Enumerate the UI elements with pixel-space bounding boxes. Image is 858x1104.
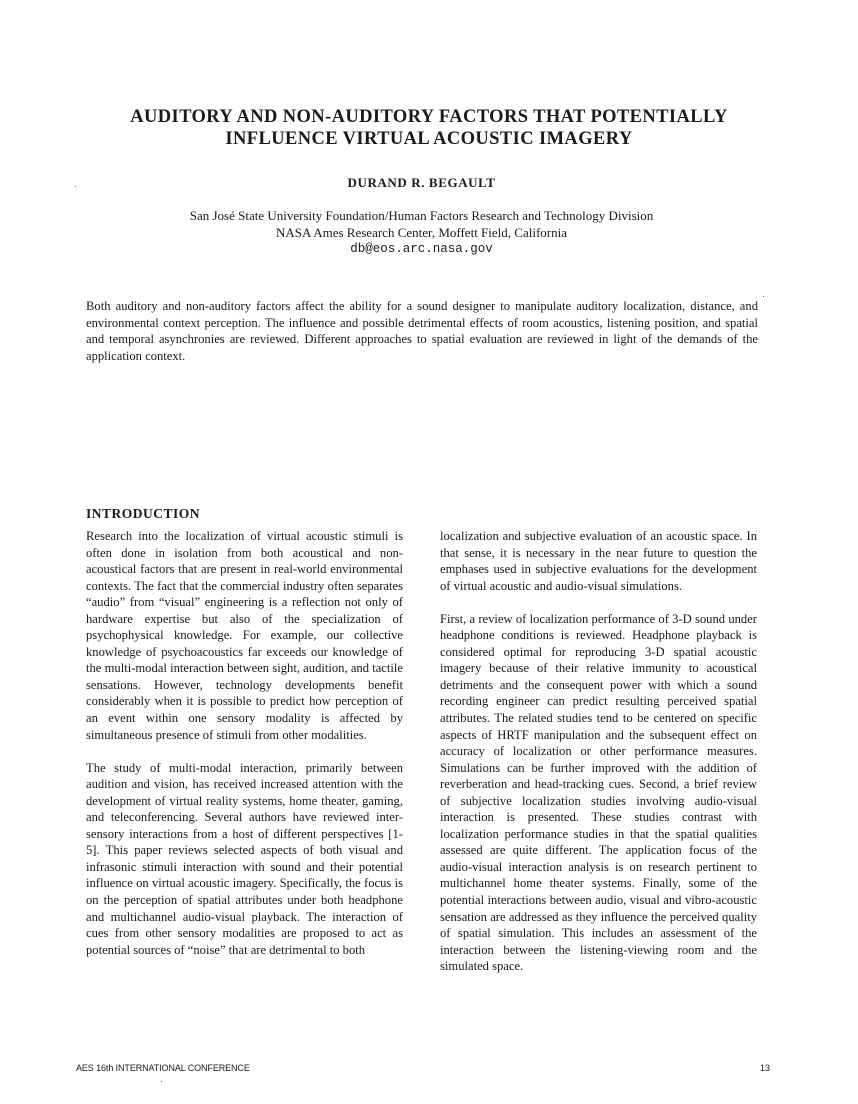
- title-line-1: AUDITORY AND NON-AUDITORY FACTORS THAT POTENTIALLY: [130, 107, 728, 127]
- paragraph: Research into the localization of virtual acoustic stimuli is often done in isolation from both acoustical and non-acoustical factors that are present in real-world environmental contexts. The fact that the commercial industry often separates “audio” from “visual” engineering is a reflection not only of hardware expertise but also of the specialization of psychophysical knowledge. For example, our collective knowledge of psychoacoustics far exceeds our knowledge of the multi-modal interaction between sight, audition, and tactile sensations. However, technology developments benefit considerably when it is possible to predict how perception of an event within one sensory modality is affected by simultaneous presence of stimuli from other modalities.: [86, 529, 403, 742]
- section-heading-introduction: INTRODUCTION: [86, 506, 201, 521]
- left-column: [86, 528, 403, 975]
- author-email: db@eos.arc.nasa.gov: [350, 242, 493, 256]
- paragraph: The study of multi-modal interaction, primarily between audition and vision, has received increased attention with the development of virtual reality systems, home theater, gaming, and teleconferencing. Several authors have reviewed inter-sensory interactions from a host of different perspectives [1-5]. This paper reviews selected aspects of both visual and infrasonic stimuli interaction with sound and their potential influence on virtual acoustic imagery. Specifically, the focus is on the perception of spatial attributes under both headphone and multichannel audio-visual playback. The interaction of cues from other sensory modalities are proposed to act as potential sources of “noise” that are detrimental to both: [86, 760, 403, 957]
- paper-title: [60, 106, 798, 150]
- footer-page-number: 13: [760, 1063, 771, 1073]
- affiliation-line-2: NASA Ames Research Center, Moffett Field, California: [276, 225, 567, 240]
- right-column: [440, 528, 757, 991]
- affiliation: [0, 207, 843, 258]
- author-name: DURAND R. BEGAULT: [347, 175, 496, 190]
- affiliation-line-1: San José State University Foundation/Human Factors Research and Technology Division: [189, 208, 654, 223]
- footer-conference: AES 16th INTERNATIONAL CONFERENCE: [76, 1063, 250, 1073]
- abstract: Both auditory and non-auditory factors affect the ability for a sound designer to manipulate auditory localization, distance, and environmental context perception. The influence and possible detrimental effects of room acoustics, listening position, and spatial and temporal asynchronies are reviewed. Different approaches to spatial evaluation are reviewed in light of the demands of the application context.: [86, 299, 758, 364]
- title-line-2: INFLUENCE VIRTUAL ACOUSTIC IMAGERY: [225, 129, 633, 149]
- paragraph: First, a review of localization performance of 3-D sound under headphone conditions is reviewed. Headphone playback is considered optimal for reproducing 3-D spatial acoustic imagery because of their relative immunity to acoustical detriments and the consequent power with which a sound recording engineer can predict resulting perceived spatial attributes. The related studies tend to be centered on specific aspects of HRTF manipulation and the subsequent effect on accuracy of localization or other performance measures. Simulations can be further improved with the addition of reverberation and head-tracking cues. Second, a brief review of subjective localization studies involving audio-visual interaction is presented. These studies contrast with localization performance studies in that the spatial qualities assessed are quite different. The application focus of the audio-visual interaction analysis is on research pertinent to multichannel home theater systems. Finally, some of the potential interactions between audio, visual and vibro-acoustic sensation are addressed as they influence the perceived quality of spatial simulation. This includes an assessment of the interaction between the listening-viewing room and the simulated space.: [440, 611, 757, 974]
- scan-speck: [763, 296, 764, 297]
- scan-speck: [75, 186, 76, 187]
- scan-speck: [161, 1081, 162, 1082]
- paragraph: localization and subjective evaluation of an acoustic space. In that sense, it is necessary in the near future to question the emphases used in subjective evaluations for the development of virtual acoustic and audio-visual simulations.: [440, 529, 757, 593]
